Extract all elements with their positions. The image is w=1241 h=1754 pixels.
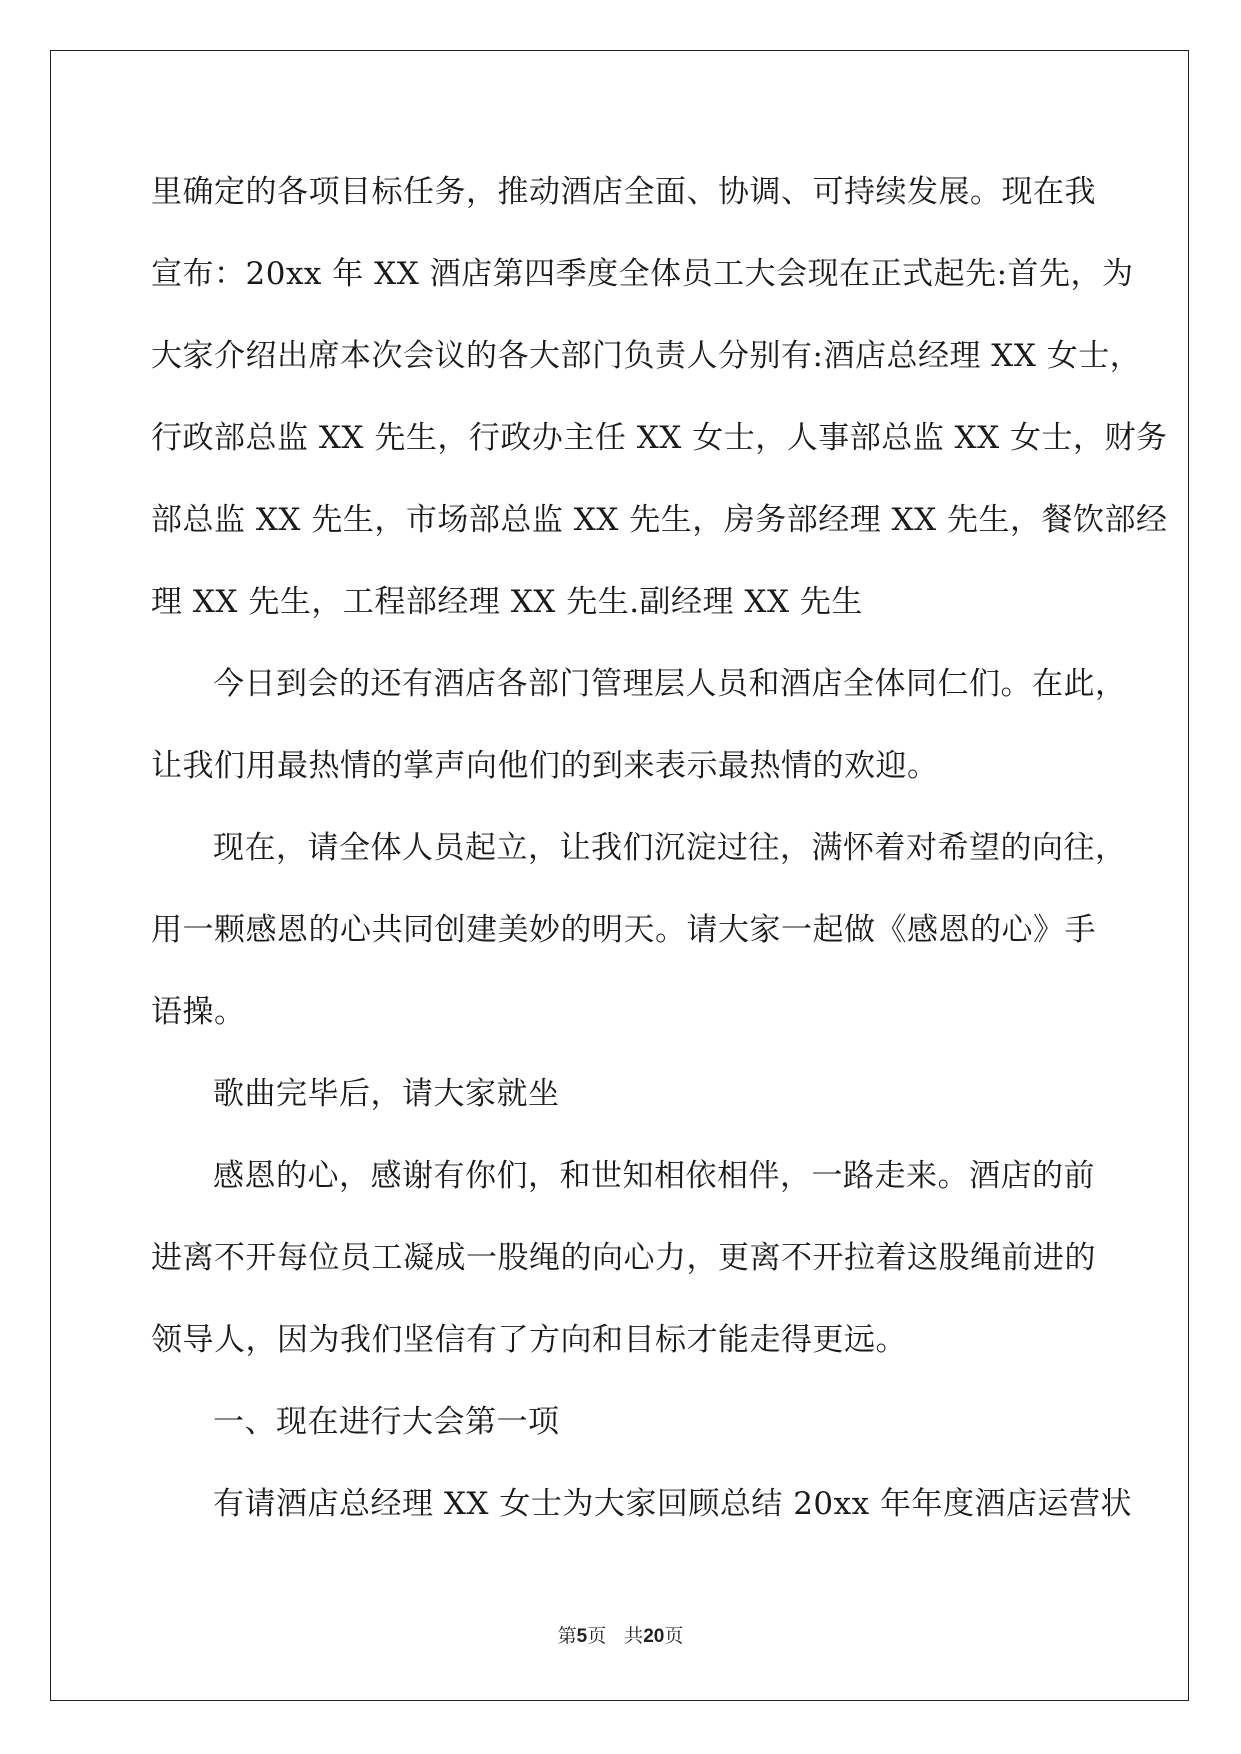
- text-line: 语操。: [151, 994, 246, 1030]
- document-body: [151, 158, 1168, 1552]
- page-number: 5: [576, 1626, 588, 1647]
- paragraph-start-line: 歌曲完毕后，请大家就坐: [213, 1076, 560, 1112]
- text-line: 宣布：20xx 年 XX 酒店第四季度全体员工大会现在正式起先:首先，为: [151, 256, 1134, 292]
- text-line: 领导人，因为我们坚信有了方向和目标才能走得更远。: [151, 1322, 907, 1358]
- page-suffix: 页: [587, 1625, 607, 1647]
- paragraph-start-line: 感恩的心，感谢有你们，和世知相依相伴，一路走来。酒店的前: [213, 1158, 1095, 1194]
- total-suffix: 页: [664, 1625, 684, 1647]
- text-line: 部总监 XX 先生，市场部总监 XX 先生，房务部经理 XX 先生，餐饮部经: [151, 502, 1168, 538]
- text-line: 大家介绍出席本次会议的各大部门负责人分别有:酒店总经理 XX 女士，: [151, 338, 1142, 374]
- text-line: 行政部总监 XX 先生，行政办主任 XX 女士，人事部总监 XX 女士，财务: [151, 420, 1168, 456]
- text-line: 进离不开每位员工凝成一股绳的向心力，更离不开拉着这股绳前进的: [151, 1240, 1096, 1276]
- total-prefix: 共: [624, 1625, 644, 1647]
- paragraph-start-line: 今日到会的还有酒店各部门管理层人员和酒店全体同仁们。在此，: [213, 666, 1127, 702]
- paragraph-start-line: 有请酒店总经理 XX 女士为大家回顾总结 20xx 年年度酒店运营状: [213, 1486, 1132, 1522]
- section-heading: 一、现在进行大会第一项: [213, 1404, 560, 1440]
- text-line: 理 XX 先生，工程部经理 XX 先生.副经理 XX 先生: [151, 584, 863, 620]
- page-prefix: 第: [557, 1625, 577, 1647]
- paragraph-start-line: 现在，请全体人员起立，让我们沉淀过往，满怀着对希望的向往，: [213, 830, 1127, 866]
- text-line: 用一颗感恩的心共同创建美妙的明天。请大家一起做《感恩的心》手: [151, 912, 1096, 948]
- text-line: 里确定的各项目标任务，推动酒店全面、协调、可持续发展。现在我: [151, 174, 1096, 210]
- text-line: 让我们用最热情的掌声向他们的到来表示最热情的欢迎。: [151, 748, 939, 784]
- total-pages: 20: [643, 1626, 665, 1647]
- page-footer: [0, 1621, 1241, 1648]
